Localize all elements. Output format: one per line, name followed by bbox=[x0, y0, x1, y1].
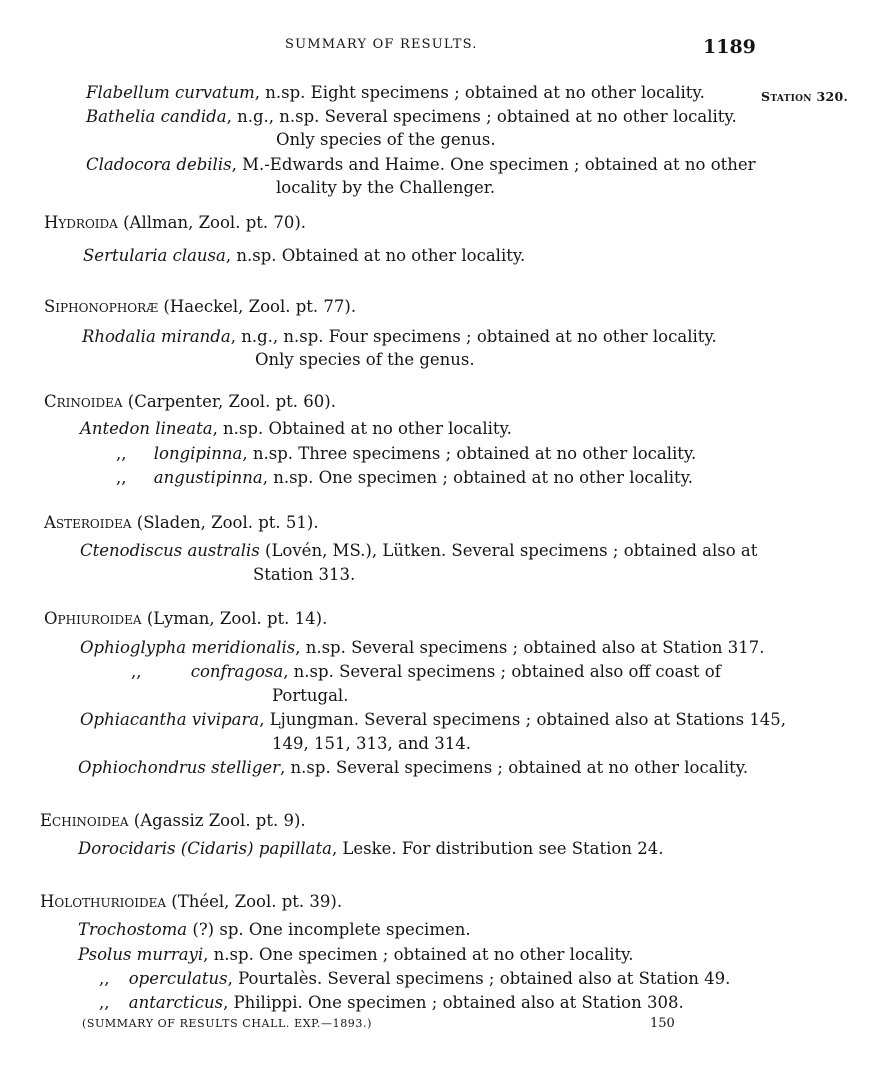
group-heading-ophiuroidea bbox=[44, 608, 327, 630]
entry-text: , n.sp. One specimen ; obtained at no other locality. bbox=[262, 468, 694, 487]
entry-bathelia bbox=[86, 106, 737, 128]
entry-text: , Leske. For distribution see Station 24. bbox=[331, 839, 664, 858]
ditto-mark: ,, bbox=[99, 969, 110, 988]
entry-continuation: Station 313. bbox=[253, 565, 356, 584]
running-title: SUMMARY OF RESULTS. bbox=[285, 37, 478, 52]
entry-flabellum bbox=[86, 82, 705, 104]
species-name: longipinna bbox=[153, 444, 243, 463]
species-name: Ctenodiscus australis bbox=[80, 541, 260, 560]
entry-text: , n.sp. Several specimens ; obtained also at Station 317. bbox=[295, 638, 765, 657]
entry-rhodalia bbox=[82, 326, 717, 348]
entry-text: , Ljungman. Several specimens ; obtained also at Stations 145, bbox=[259, 710, 787, 729]
entry-ophioglypha bbox=[80, 637, 765, 659]
entry-continuation: 149, 151, 313, and 314. bbox=[272, 734, 471, 753]
footer-imprint: (SUMMARY OF RESULTS CHALL. EXP.—1893.) bbox=[82, 1017, 372, 1030]
group-reference: (Sladen, Zool. pt. 51). bbox=[131, 513, 319, 532]
page-number: 1189 bbox=[703, 36, 756, 58]
group-reference: (Lyman, Zool. pt. 14). bbox=[141, 609, 328, 628]
species-name: angustipinna bbox=[153, 468, 263, 487]
species-name: confragosa bbox=[190, 662, 284, 681]
entry-continuation: Only species of the genus. bbox=[255, 350, 475, 369]
entry-text: , n.sp. Eight specimens ; obtained at no other locality. bbox=[254, 83, 705, 102]
station-label: Station 320. bbox=[761, 89, 849, 104]
species-name: operculatus bbox=[128, 969, 228, 988]
group-reference: (Haeckel, Zool. pt. 77). bbox=[158, 297, 357, 316]
entry-text: , M.-Edwards and Haime. One specimen ; obtained at no other bbox=[231, 155, 756, 174]
footer-signature-number: 150 bbox=[650, 1016, 675, 1031]
species-name: Ophiacantha vivipara bbox=[80, 710, 260, 729]
entry-text: , n.sp. Three specimens ; obtained at no other locality. bbox=[242, 444, 697, 463]
group-name: Holothurioidea bbox=[40, 892, 167, 911]
entry-text: , n.g., n.sp. Four specimens ; obtained at no other locality. bbox=[230, 327, 717, 346]
group-heading-asteroidea bbox=[44, 512, 319, 534]
entry-ophiacantha bbox=[80, 709, 786, 731]
entry-text: (?) sp. One incomplete specimen. bbox=[187, 920, 471, 939]
species-name: Dorocidaris (Cidaris) papillata bbox=[78, 839, 332, 858]
group-heading-holothurioidea bbox=[40, 891, 342, 913]
species-name: Rhodalia miranda bbox=[82, 327, 231, 346]
species-name: Flabellum curvatum bbox=[86, 83, 255, 102]
ditto-mark: ,, bbox=[116, 444, 127, 463]
group-reference: (Allman, Zool. pt. 70). bbox=[117, 213, 307, 232]
entry-text: , Pourtalès. Several specimens ; obtained also at Station 49. bbox=[227, 969, 731, 988]
entry-ctenodiscus bbox=[80, 540, 757, 562]
entry-antedon bbox=[80, 418, 512, 440]
species-name: Cladocora debilis bbox=[86, 155, 232, 174]
group-name: Ophiuroidea bbox=[44, 609, 142, 628]
group-heading-hydroida bbox=[44, 212, 306, 234]
species-name: Ophiochondrus stelliger bbox=[78, 758, 281, 777]
entry-text: , n.sp. One specimen ; obtained at no other locality. bbox=[203, 945, 634, 964]
species-name: Antedon lineata bbox=[80, 419, 213, 438]
ditto-mark: ,, bbox=[131, 662, 142, 681]
group-heading-siphonophorae bbox=[44, 296, 356, 318]
species-name: Bathelia candida bbox=[86, 107, 227, 126]
entry-ophiochondrus bbox=[78, 757, 748, 779]
entry-dorocidaris bbox=[78, 838, 663, 860]
entry-continuation: Only species of the genus. bbox=[276, 130, 496, 149]
group-reference: (Agassiz Zool. pt. 9). bbox=[128, 811, 306, 830]
entry-antarcticus bbox=[99, 992, 684, 1014]
species-name: Psolus murrayi bbox=[78, 945, 204, 964]
entry-text: , Philippi. One specimen ; obtained also at Station 308. bbox=[223, 993, 684, 1012]
ditto-mark: ,, bbox=[116, 468, 127, 487]
entry-text: , n.g., n.sp. Several specimens ; obtained at no other locality. bbox=[226, 107, 737, 126]
entry-text: , n.sp. Obtained at no other locality. bbox=[225, 246, 526, 265]
species-name: antarcticus bbox=[128, 993, 224, 1012]
group-heading-crinoidea bbox=[44, 391, 336, 413]
group-reference: (Carpenter, Zool. pt. 60). bbox=[122, 392, 336, 411]
entry-confragosa bbox=[131, 661, 721, 683]
species-name: Sertularia clausa bbox=[83, 246, 226, 265]
entry-cladocora bbox=[86, 154, 756, 176]
group-reference: (Théel, Zool. pt. 39). bbox=[166, 892, 343, 911]
entry-trochostoma bbox=[78, 919, 471, 941]
entry-psolus bbox=[78, 944, 634, 966]
group-name: Siphonophoræ bbox=[44, 297, 159, 316]
entry-angustipinna bbox=[116, 467, 693, 489]
entry-text: , n.sp. Obtained at no other locality. bbox=[212, 419, 512, 438]
entry-text: , n.sp. Several specimens ; obtained at no other locality. bbox=[280, 758, 749, 777]
entry-text: (Lovén, MS.), Lütken. Several specimens ; obtained also at bbox=[259, 541, 758, 560]
ditto-mark: ,, bbox=[99, 993, 110, 1012]
group-name: Crinoidea bbox=[44, 392, 123, 411]
entry-text: , n.sp. Several specimens ; obtained also off coast of bbox=[283, 662, 721, 681]
entry-continuation: Portugal. bbox=[272, 686, 349, 705]
group-name: Echinoidea bbox=[40, 811, 129, 830]
group-name: Hydroida bbox=[44, 213, 118, 232]
entry-operculatus bbox=[99, 968, 730, 990]
species-name: Trochostoma bbox=[78, 920, 188, 939]
species-name: Ophioglypha meridionalis bbox=[80, 638, 296, 657]
entry-sertularia bbox=[83, 245, 525, 267]
group-heading-echinoidea bbox=[40, 810, 306, 832]
entry-longipinna bbox=[116, 443, 696, 465]
entry-continuation: locality by the Challenger. bbox=[276, 178, 496, 197]
group-name: Asteroidea bbox=[44, 513, 132, 532]
